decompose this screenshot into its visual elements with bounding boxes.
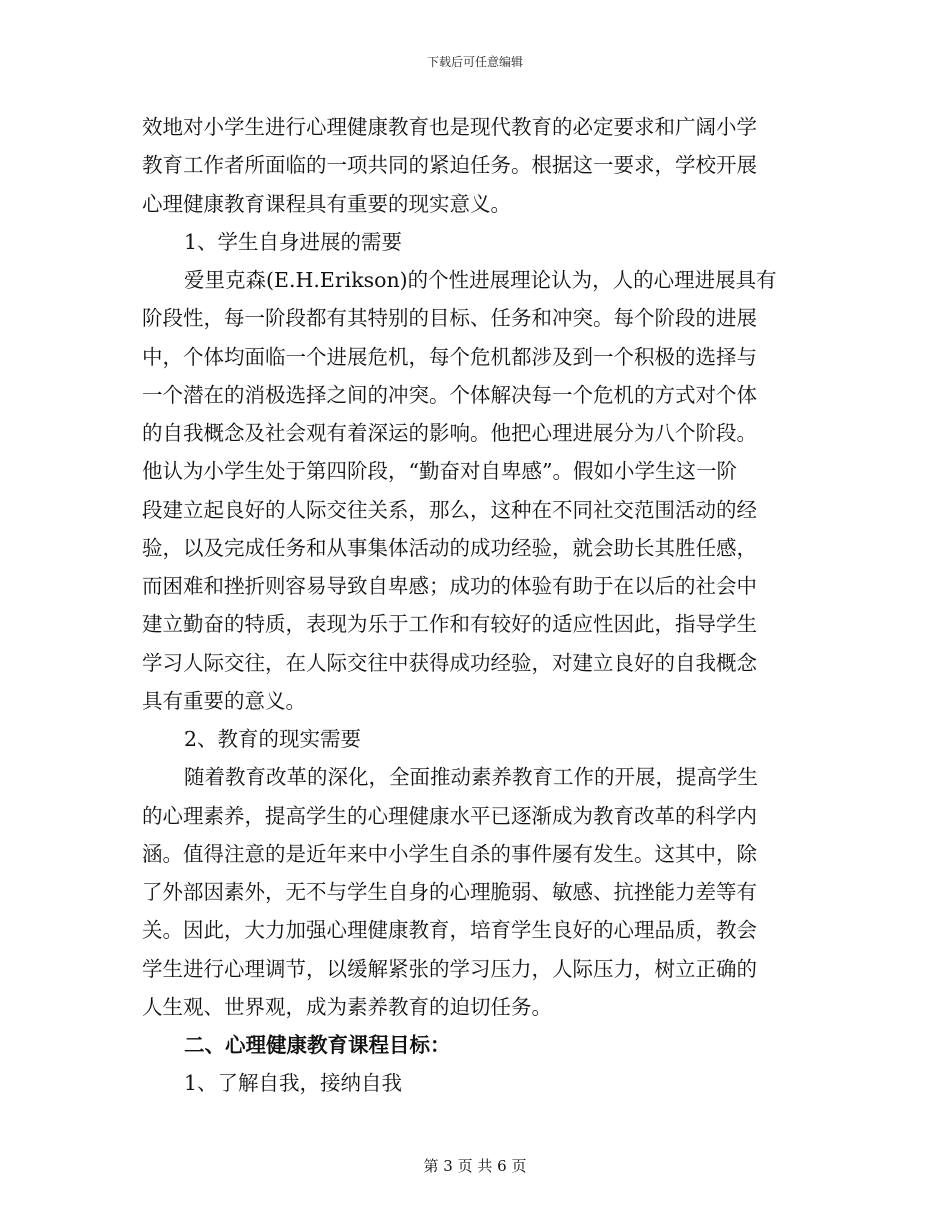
paragraph-line-indented: 爱里克森(E.H.Erikson)的个性进展理论认为，人的心理进展具有 xyxy=(184,268,777,292)
paragraph-line: 具有重要的意义。 xyxy=(142,688,306,713)
document-body xyxy=(142,108,808,1103)
paragraph-line: 的心理素养，提高学生的心理健康水平已逐渐成为教育改革的科学内 xyxy=(142,803,757,828)
paragraph-line: 而困难和挫折则容易导致自卑感；成功的体验有助于在以后的社会中 xyxy=(142,574,757,598)
paragraph-line-indented: 1、学生自身进展的需要 xyxy=(184,229,403,254)
paragraph-line: 建立勤奋的特质，表现为乐于工作和有较好的适应性因此，指导学生 xyxy=(142,612,757,637)
paragraph-line: 人生观、世界观，成为素养教育的迫切任务。 xyxy=(142,994,552,1019)
paragraph-line: 中，个体均面临一个进展危机，每个危机都涉及到一个积极的选择与 xyxy=(142,344,757,369)
paragraph-line: 段建立起良好的人际交往关系，那么，这种在不同社交范围活动的经 xyxy=(142,497,757,522)
paragraph-line: 效地对小学生进行心理健康教育也是现代教育的必定要求和广阔小学 xyxy=(142,115,757,139)
paragraph-line: 阶段性，每一阶段都有其特别的目标、任务和冲突。每个阶段的进展 xyxy=(142,306,757,331)
page-header: 下载后可任意编辑 xyxy=(426,55,523,69)
paragraph-line: 学生进行心理调节，以缓解紧张的学习压力，人际压力，树立正确的 xyxy=(142,956,757,981)
paragraph-line: 涵。值得注意的是近年来中小学生自杀的事件屡有发生。这其中，除 xyxy=(142,841,757,866)
paragraph-line: 学习人际交往，在人际交往中获得成功经验，对建立良好的自我概念 xyxy=(142,650,757,675)
paragraph-line: 一个潜在的消极选择之间的冲突。个体解决每一个危机的方式对个体 xyxy=(142,382,757,407)
paragraph-line: 教育工作者所面临的一项共同的紧迫任务。根据这一要求，学校开展 xyxy=(142,153,757,178)
paragraph-line: 了外部因素外，无不与学生自身的心理脆弱、敏感、抗挫能力差等有 xyxy=(142,880,757,904)
paragraph-line: 验，以及完成任务和从事集体活动的成功经验，就会助长其胜任感， xyxy=(142,535,757,560)
paragraph-line: 心理健康教育课程具有重要的现实意义。 xyxy=(142,191,511,216)
paragraph-line-indented: 2、教育的现实需要 xyxy=(184,727,362,751)
paragraph-line-indented: 随着教育改革的深化，全面推动素养教育工作的开展，提高学生 xyxy=(184,765,758,790)
paragraph-line: 他认为小学生处于第四阶段，“勤奋对自卑感”。假如小学生这一阶 xyxy=(142,459,737,484)
paragraph-line: 关。因此，大力加强心理健康教育，培育学生良好的心理品质，教会 xyxy=(142,918,757,943)
paragraph-line: 的自我概念及社会观有着深运的影响。他把心理进展分为八个阶段。 xyxy=(142,421,757,445)
page-footer: 第 3 页 共 6 页 xyxy=(423,1157,527,1175)
paragraph-line-indented: 1、了解自我，接纳自我 xyxy=(184,1071,403,1096)
section-heading: 二、心理健康教育课程目标： xyxy=(184,1033,451,1057)
